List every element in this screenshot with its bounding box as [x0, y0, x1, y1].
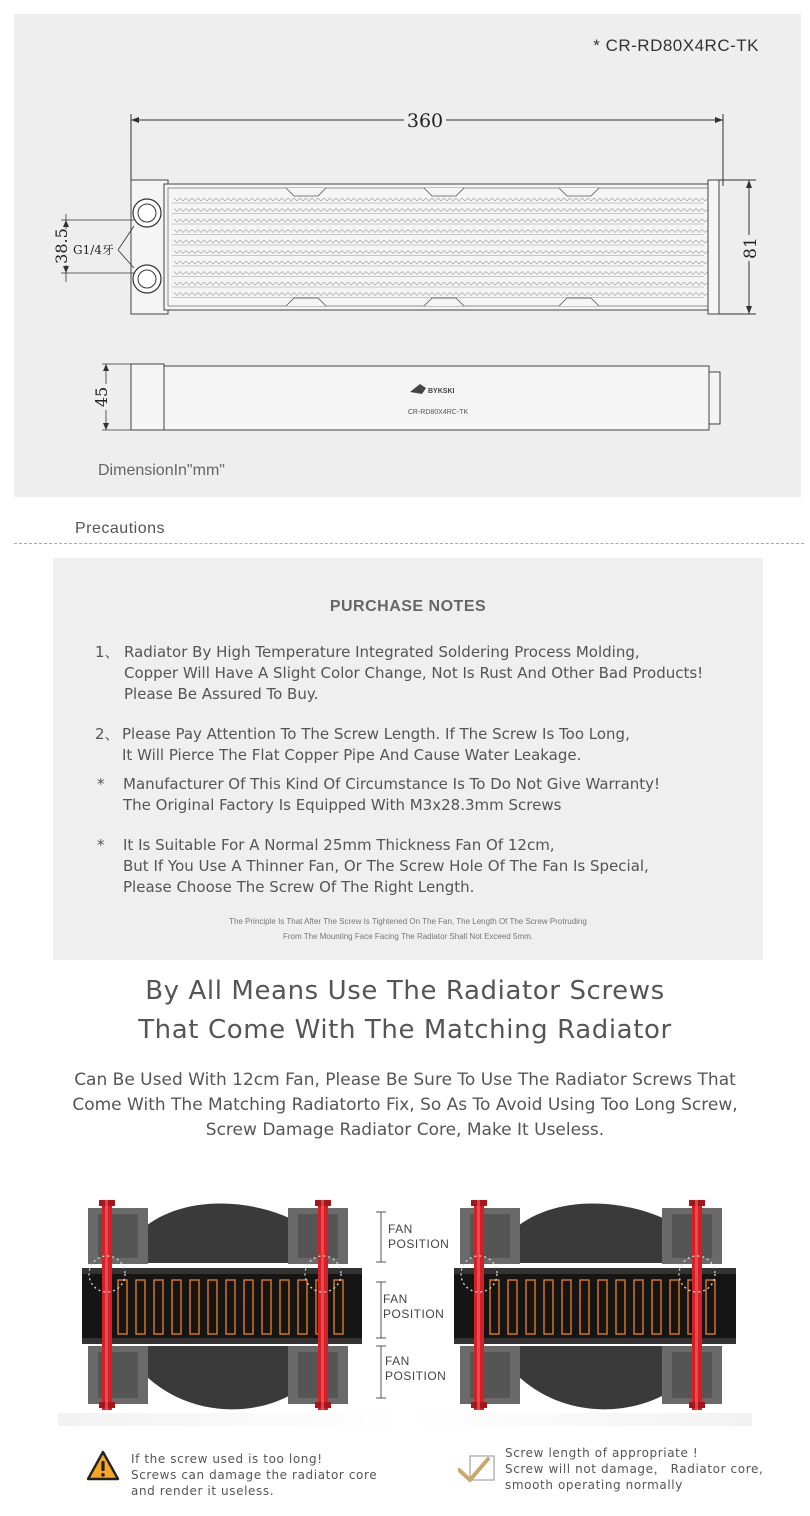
fine-print-line: From The Mounting Face Facing The Radiator Shall Not Exceed 5mm.: [282, 932, 534, 941]
note-line: Manufacturer Of This Kind Of Circumstance Is To Do Not Give Warranty!: [123, 775, 661, 793]
warning-icon: [86, 1450, 120, 1482]
right-assembly: [454, 1200, 736, 1410]
fan-blade: [510, 1203, 682, 1263]
headline: [0, 972, 810, 1050]
side-model-text: CR-RD80X4RC-TK: [407, 409, 469, 416]
port-spacing-label: 38.5: [52, 228, 71, 264]
note-number: 1、: [95, 643, 120, 661]
fan-position-label: [383, 1292, 444, 1322]
note-line: Please Be Assured To Buy.: [124, 685, 319, 703]
notes-fine-print: [53, 914, 763, 944]
fan-blade: [138, 1203, 308, 1263]
radiator-dimension-drawing: [14, 14, 801, 497]
fan-label-line: POSITION: [388, 1237, 450, 1251]
warning-line: Screws can damage the radiator core: [131, 1468, 378, 1482]
warning-line: Screw length of appropriate !: [505, 1446, 699, 1460]
note-line: Radiator By High Temperature Integrated Soldering Process Molding,: [124, 643, 640, 661]
bad-warning-text: [131, 1451, 377, 1499]
fan-label-line: FAN: [385, 1354, 410, 1368]
note-bullet: *: [97, 836, 105, 854]
note-line: The Original Factory Is Equipped With M3x28.3mm Screws: [123, 796, 562, 814]
intro-line: Come With The Matching Radiatorto Fix, So As To Avoid Using Too Long Screw,: [72, 1095, 738, 1115]
note-line: Please Pay Attention To The Screw Length. If The Screw Is Too Long,: [122, 725, 630, 743]
purchase-notes-panel: [53, 558, 763, 960]
warning-line: smooth operating normally: [505, 1478, 683, 1492]
fan-position-label: [388, 1222, 449, 1252]
fan-blade: [138, 1346, 308, 1409]
fan-label-line: POSITION: [385, 1369, 447, 1383]
left-assembly: [82, 1200, 362, 1410]
inlet-port: [133, 199, 161, 227]
warning-line: and render it useless.: [131, 1484, 275, 1498]
precautions-label: Precautions: [75, 520, 165, 537]
note-number: 2、: [95, 725, 120, 743]
side-brand-text: BYKSKI: [428, 388, 455, 395]
note-line: Copper Will Have A Slight Color Change, Not Is Rust And Other Bad Products!: [124, 664, 704, 682]
fan-label-line: POSITION: [383, 1307, 445, 1321]
intro-line: Screw Damage Radiator Core, Make It Useless.: [205, 1120, 605, 1140]
dimension-caption: DimensionIn"mm": [98, 462, 225, 479]
screw-installation-illustration: [58, 1188, 752, 1426]
fan-label-line: FAN: [383, 1292, 408, 1306]
warning-line: If the screw used is too long!: [131, 1452, 323, 1466]
note-line: It Will Pierce The Flat Copper Pipe And Cause Water Leakage.: [122, 746, 582, 764]
fine-print-line: The Principle Is That After The Screw Is Tightened On The Fan, The Length Of The Screw Protruding: [229, 917, 587, 926]
checkmark-icon: [458, 1454, 496, 1484]
note-line: Please Choose The Screw Of The Right Length.: [123, 878, 475, 896]
outlet-port: [133, 265, 161, 293]
headline-line: By All Means Use The Radiator Screws: [145, 976, 665, 1006]
height-dimension-label: 81: [741, 237, 761, 259]
headline-line: That Come With The Matching Radiator: [138, 1015, 672, 1045]
fan-blade: [510, 1346, 682, 1409]
note-line: But If You Use A Thinner Fan, Or The Screw Hole Of The Fan Is Special,: [123, 857, 649, 875]
section-divider: [14, 543, 804, 544]
fan-label-line: FAN: [388, 1222, 413, 1236]
intro-paragraph: [0, 1068, 810, 1143]
fan-position-label: [385, 1354, 446, 1384]
good-warning-text: [505, 1445, 763, 1493]
port-thread-label: G1/4牙: [73, 243, 114, 257]
intro-line: Can Be Used With 12cm Fan, Please Be Sure To Use The Radiator Screws That: [74, 1070, 736, 1090]
note-bullet: *: [97, 775, 105, 793]
dimension-drawing-panel: [14, 14, 801, 497]
warning-line: Screw will not damage， Radiator core,: [505, 1462, 764, 1476]
width-dimension-label: 360: [406, 110, 444, 132]
notes-title: PURCHASE NOTES: [329, 598, 487, 615]
thickness-dimension-label: 45: [92, 386, 111, 408]
model-code: * CR-RD80X4RC-TK: [593, 36, 759, 55]
note-line: It Is Suitable For A Normal 25mm Thickness Fan Of 12cm,: [123, 836, 555, 854]
